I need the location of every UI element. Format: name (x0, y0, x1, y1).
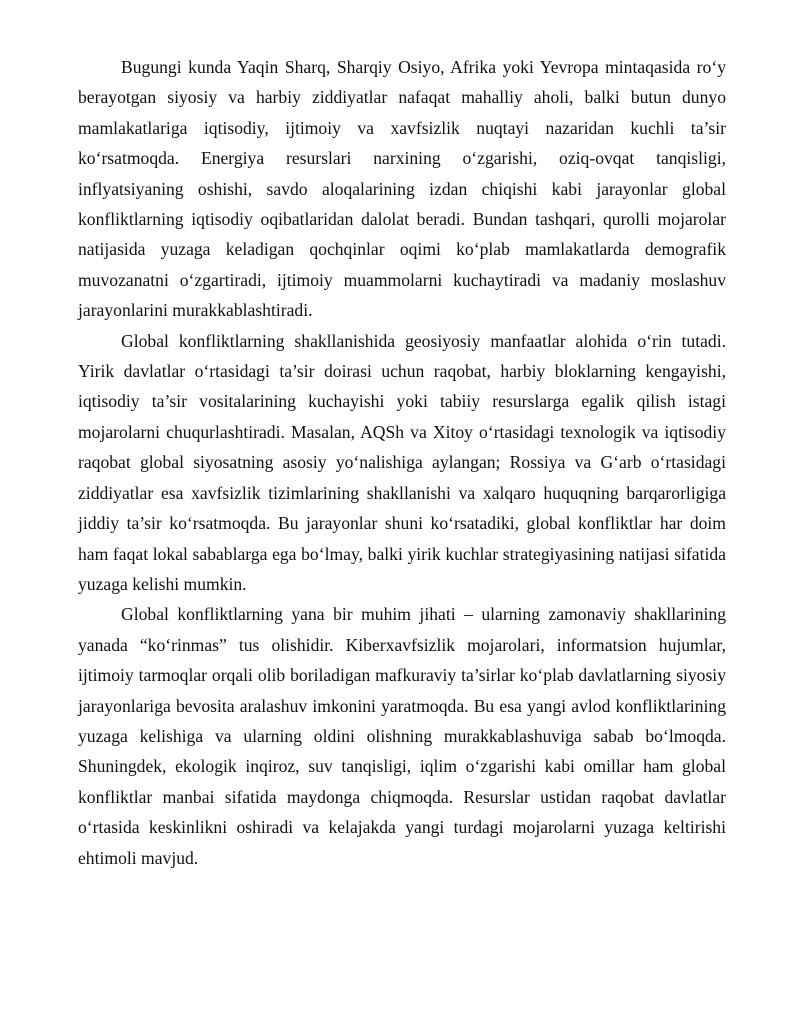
paragraph-1: Bugungi kunda Yaqin Sharq, Sharqiy Osiyo, Afrika yoki Yevropa mintaqasida ro‘y berayotgan siyosiy va harbiy ziddiyatlar nafaqat mahalliy aholi, balki butun dunyo mamlakatlariga iqtisodiy, ijtimoiy va xavfsizlik nuqtayi nazaridan kuchli ta’sir ko‘rsatmoqda. Energiya resurslari narxining o‘zgarishi, oziq-ovqat tanqisligi, inflyatsiyaning oshishi, savdo aloqalarining izdan chiqishi kabi jarayonlar global konfliktlarning iqtisodiy oqibatlaridan dalolat beradi. Bundan tashqari, qurolli mojarolar natijasida yuzaga keladigan qochqinlar oqimi ko‘plab mamlakatlarda demografik muvozanatni o‘zgartiradi, ijtimoiy muammolarni kuchaytiradi va madaniy moslashuv jarayonlarini murakkablashtiradi. (78, 57, 726, 321)
document-body (78, 52, 726, 873)
paragraph-3: Global konfliktlarning yana bir muhim jihati – ularning zamonaviy shakllarining yanada “ko‘rinmas” tus olishidir. Kiberxavfsizlik mojarolari, informatsion hujumlar, ijtimoiy tarmoqlar orqali olib boriladigan mafkuraviy ta’sirlar ko‘plab davlatlarning siyosiy jarayonlariga bevosita aralashuv imkonini yaratmoqda. Bu esa yangi avlod konfliktlarining yuzaga kelishiga va ularning oldini olishning murakkablashuviga sabab bo‘lmoqda. Shuningdek, ekologik inqiroz, suv tanqisligi, iqlim o‘zgarishi kabi omillar ham global konfliktlar manbai sifatida maydonga chiqmoqda. Resurslar ustidan raqobat davlatlar o‘rtasida keskinlikni oshiradi va kelajakda yangi turdagi mojarolarni yuzaga keltirishi ehtimoli mavjud. (78, 604, 726, 868)
paragraph-2: Global konfliktlarning shakllanishida geosiyosiy manfaatlar alohida o‘rin tutadi. Yirik davlatlar o‘rtasidagi ta’sir doirasi uchun raqobat, harbiy bloklarning kengayishi, iqtisodiy ta’sir vositalarining kuchayishi yoki tabiiy resurslarga egalik qilish istagi mojarolarni chuqurlashtiradi. Masalan, AQSh va Xitoy o‘rtasidagi texnologik va iqtisodiy raqobat global siyosatning asosiy yo‘nalishiga aylangan; Rossiya va G‘arb o‘rtasidagi ziddiyatlar esa xavfsizlik tizimlarining shakllanishi va xalqaro huquqning barqarorligiga jiddiy ta’sir ko‘rsatmoqda. Bu jarayonlar shuni ko‘rsatadiki, global konfliktlar har doim ham faqat lokal sabablarga ega bo‘lmay, balki yirik kuchlar strategiyasining natijasi sifatida yuzaga kelishi mumkin. (78, 330, 726, 594)
